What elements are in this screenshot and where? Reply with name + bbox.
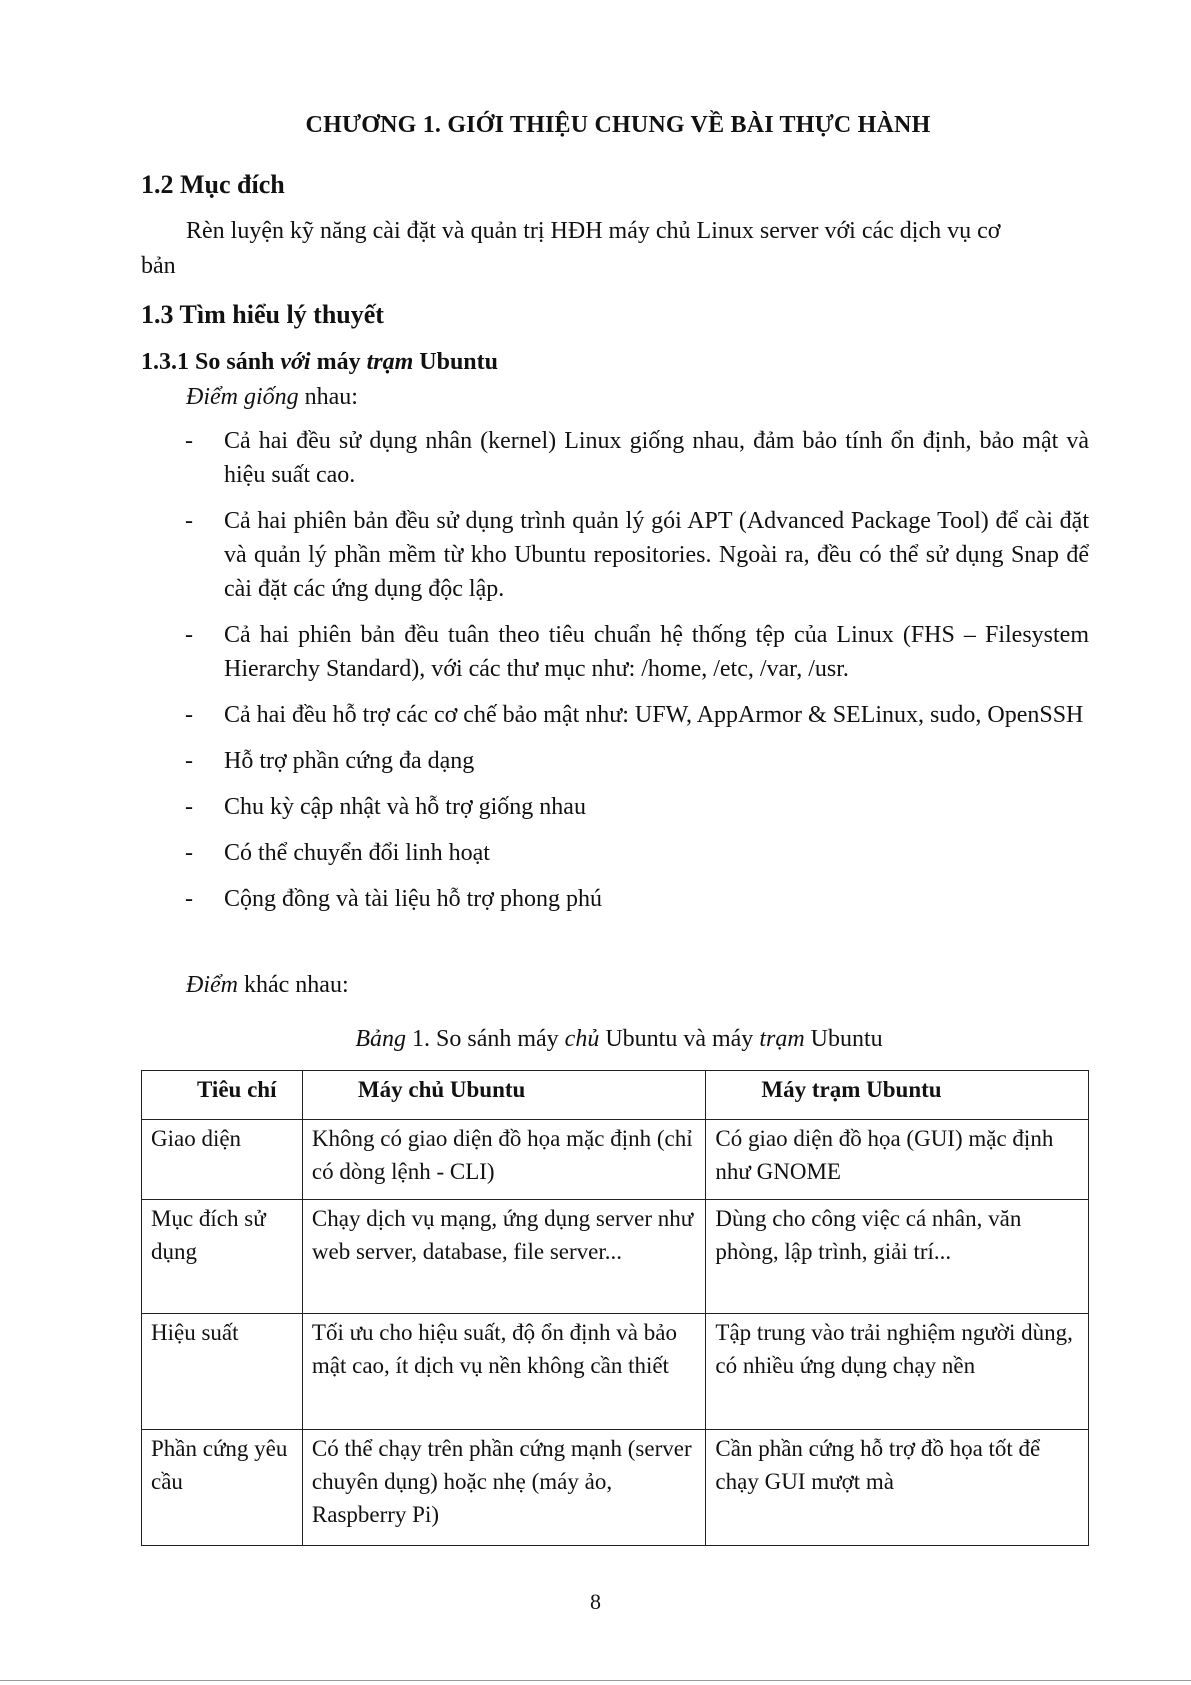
table-row	[142, 1200, 1089, 1314]
caption-part-italic: trạm	[759, 1026, 805, 1052]
list-item	[185, 882, 1089, 916]
table-row	[142, 1430, 1089, 1546]
label-italic: Điểm	[186, 972, 238, 998]
chapter-title: CHƯƠNG 1. GIỚI THIỆU CHUNG VỀ BÀI THỰC HÀNH	[305, 112, 931, 138]
table-cell: Tối ưu cho hiệu suất, độ ổn định và bảo mật cao, ít dịch vụ nền không cần thiết	[302, 1314, 706, 1430]
label-italic: Điểm giống	[186, 384, 299, 410]
list-item	[185, 836, 1089, 870]
table-caption	[141, 1026, 1097, 1053]
comparison-table	[141, 1070, 1089, 1546]
list-item	[185, 698, 1089, 732]
list-item-text: Chu kỳ cập nhật và hỗ trợ giống nhau	[224, 794, 586, 820]
page-bottom-divider	[0, 1680, 1191, 1681]
caption-part: Ubuntu	[804, 1026, 883, 1052]
table-cell: Mục đích sử dụng	[142, 1200, 303, 1314]
table-row	[142, 1314, 1089, 1430]
list-item-text: Hỗ trợ phần cứng đa dạng	[224, 748, 475, 774]
table-cell: Có giao diện đồ họa (GUI) mặc định như GNOME	[706, 1120, 1089, 1200]
list-item	[185, 504, 1089, 606]
table-cell: Cần phần cứng hỗ trợ đồ họa tốt để chạy GUI mượt mà	[706, 1430, 1089, 1546]
section-1-2-text-line2: bản	[141, 253, 176, 279]
caption-part: 1. So sánh máy	[406, 1026, 565, 1052]
page-number: 8	[590, 1589, 601, 1614]
bullet-dash: -	[185, 748, 193, 774]
table-cell: Hiệu suất	[142, 1314, 303, 1430]
bullet-dash: -	[185, 428, 193, 454]
list-item-text: Cả hai phiên bản đều sử dụng trình quản lý gói APT (Advanced Package Tool) để cài đặt và quản lý phần mềm từ kho Ubuntu repositories. Ngoài ra, đều có thể sử dụng Snap để cài đặt các ứng dụng độc lập.	[224, 508, 1089, 602]
bullet-dash: -	[185, 886, 193, 912]
differences-label	[186, 968, 349, 1003]
table-cell: Dùng cho công việc cá nhân, văn phòng, lập trình, giải trí...	[706, 1200, 1089, 1314]
table-cell: Chạy dịch vụ mạng, ứng dụng server như web server, database, file server...	[302, 1200, 706, 1314]
heading-part: Ubuntu	[413, 349, 498, 375]
label-rest: nhau:	[298, 384, 358, 410]
list-item	[185, 424, 1089, 492]
table-header-row	[142, 1071, 1089, 1120]
list-item-text: Cả hai đều hỗ trợ các cơ chế bảo mật như: UFW, AppArmor & SELinux, sudo, OpenSSH	[224, 702, 1084, 728]
label-rest: khác nhau:	[237, 972, 349, 998]
bullet-dash: -	[185, 794, 193, 820]
similarities-list	[185, 424, 1089, 928]
list-item	[185, 790, 1089, 824]
section-1-2-heading: 1.2 Mục đích	[141, 170, 285, 199]
header-desktop: Máy trạm Ubuntu	[706, 1071, 1089, 1120]
bullet-dash: -	[185, 840, 193, 866]
list-item-text: Cộng đồng và tài liệu hỗ trợ phong phú	[224, 886, 602, 912]
bullet-dash: -	[185, 508, 193, 534]
section-1-2-text-line1: Rèn luyện kỹ năng cài đặt và quản trị HĐH máy chủ Linux server với các dịch vụ cơ	[186, 218, 1001, 244]
caption-part-italic: chủ	[564, 1026, 600, 1052]
heading-part-italic: trạm	[366, 349, 414, 375]
list-item-text: Cả hai phiên bản đều tuân theo tiêu chuẩn hệ thống tệp của Linux (FHS – Filesystem Hierarchy Standard), với các thư mục như: /home, /etc, /var, /usr.	[224, 622, 1089, 682]
caption-part: Ubuntu và máy	[599, 1026, 760, 1052]
header-server: Máy chủ Ubuntu	[302, 1071, 706, 1120]
section-1-3-heading: 1.3 Tìm hiểu lý thuyết	[141, 300, 384, 329]
caption-part-italic: Bảng	[355, 1026, 406, 1052]
list-item	[185, 618, 1089, 686]
bullet-dash: -	[185, 622, 193, 648]
section-1-3-1-heading	[141, 349, 498, 376]
heading-part: máy	[310, 349, 367, 375]
table-cell: Giao diện	[142, 1120, 303, 1200]
heading-part-italic: với	[280, 349, 311, 375]
similarities-label	[186, 380, 358, 415]
list-item	[185, 744, 1089, 778]
table-cell: Không có giao diện đồ họa mặc định (chỉ có dòng lệnh - CLI)	[302, 1120, 706, 1200]
bullet-dash: -	[185, 702, 193, 728]
heading-part: 1.3.1 So sánh	[141, 349, 281, 375]
table-cell: Tập trung vào trải nghiệm người dùng, có nhiều ứng dụng chạy nền	[706, 1314, 1089, 1430]
header-criteria: Tiêu chí	[142, 1071, 303, 1120]
table-cell: Có thể chạy trên phần cứng mạnh (server chuyên dụng) hoặc nhẹ (máy ảo, Raspberry Pi)	[302, 1430, 706, 1546]
list-item-text: Cả hai đều sử dụng nhân (kernel) Linux giống nhau, đảm bảo tính ổn định, bảo mật và hiệu suất cao.	[224, 428, 1089, 488]
list-item-text: Có thể chuyển đổi linh hoạt	[224, 840, 490, 866]
table-cell: Phần cứng yêu cầu	[142, 1430, 303, 1546]
table-row	[142, 1120, 1089, 1200]
